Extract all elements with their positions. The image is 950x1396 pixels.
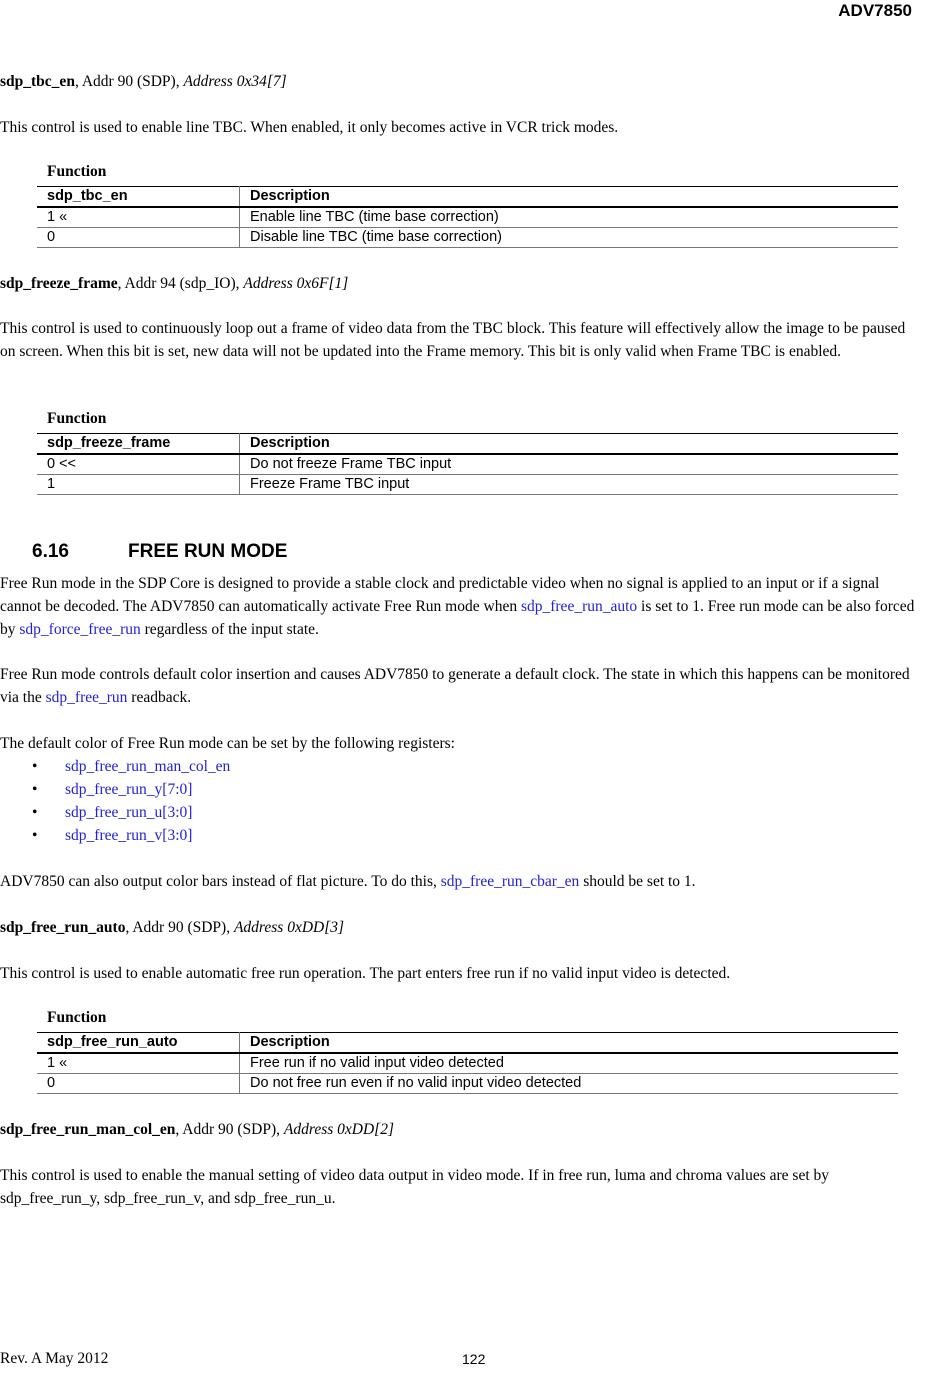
register-heading-freeze: [0, 272, 918, 295]
table-cell: Do not free run even if no valid input video detected: [240, 1074, 899, 1094]
bullet-icon: •: [32, 827, 38, 844]
register-description: This control is used to enable line TBC. When enabled, it only becomes active in VCR trick modes.: [0, 119, 619, 136]
bullet-icon: •: [32, 758, 38, 775]
table-caption: Function: [47, 1009, 107, 1026]
paragraph-free-run-controls: [0, 663, 918, 709]
register-heading-man-col-en: [0, 1118, 918, 1141]
table-row: [37, 475, 898, 495]
function-table-free-run-auto: [37, 1032, 898, 1094]
text: is set to 1. Free run mode can be also forced by: [0, 598, 915, 638]
table-row: [37, 454, 898, 475]
link-sdp-free-run-man-col-en[interactable]: sdp_free_run_man_col_en: [65, 758, 231, 775]
bullet-icon: •: [32, 781, 38, 798]
link-sdp-free-run-auto[interactable]: sdp_free_run_auto: [520, 598, 638, 615]
register-name: sdp_free_run_man_col_en: [0, 1121, 176, 1138]
link-sdp-free-run-u[interactable]: sdp_free_run_u[3:0]: [65, 804, 193, 821]
table-row: [37, 1053, 898, 1074]
section-number: 6.16: [32, 541, 69, 562]
link-sdp-free-run-v[interactable]: sdp_free_run_v[3:0]: [65, 827, 193, 844]
register-description: This control is used to enable automatic free run operation. The part enters free run if no valid input video is detected.: [0, 965, 731, 982]
column-header: Description: [240, 434, 899, 455]
register-address: Address 0xDD[2]: [283, 1121, 394, 1138]
table-header-row: [37, 187, 898, 208]
table-cell: 0: [37, 228, 240, 248]
register-heading-free-run-auto: [0, 916, 918, 939]
table-cell: 0: [37, 1074, 240, 1094]
register-address: Address 0x6F[1]: [243, 275, 349, 292]
table-cell: 1 «: [37, 1053, 240, 1074]
footer-revision: Rev. A May 2012: [0, 1350, 109, 1367]
register-description: This control is used to enable the manual setting of video data output in video mode. If in free run, luma and chroma values are set by sdp_free_run_y, sdp_free_run_v, and sdp_free_run_u.: [0, 1167, 830, 1207]
table-caption: Function: [47, 410, 107, 427]
list-item: [0, 755, 230, 778]
table-header-row: [37, 1033, 898, 1054]
list-item: [0, 824, 230, 847]
list-item: [0, 778, 230, 801]
link-sdp-free-run[interactable]: sdp_free_run: [45, 689, 128, 706]
column-header: sdp_free_run_auto: [37, 1033, 240, 1054]
table-row: [37, 207, 898, 228]
register-address: Address 0x34[7]: [183, 73, 287, 90]
table-cell: Freeze Frame TBC input: [240, 475, 899, 495]
text: ADV7850 can also output color bars instead of flat picture. To do this,: [0, 873, 441, 890]
register-addr: , Addr 90 (SDP),: [175, 1121, 284, 1138]
link-sdp-free-run-y[interactable]: sdp_free_run_y[7:0]: [65, 781, 193, 798]
text: regardless of the input state.: [140, 621, 319, 638]
column-header: sdp_freeze_frame: [37, 434, 240, 455]
paragraph-free-run-intro: [0, 572, 918, 641]
text: readback.: [127, 689, 192, 706]
link-sdp-free-run-cbar-en[interactable]: sdp_free_run_cbar_en: [440, 873, 580, 890]
table-header-row: [37, 434, 898, 455]
function-table-freeze: [37, 433, 898, 495]
table-caption: Function: [47, 163, 107, 180]
text: Free Run mode in the SDP Core is designed to provide a stable clock and predictable video when no signal is applied to an input or if a signal cannot be decoded. The ADV7850 can automatically activate Free Run mode when: [0, 575, 880, 615]
column-header: Description: [240, 1033, 899, 1054]
document-title: ADV7850: [838, 1, 912, 20]
table-cell: Enable line TBC (time base correction): [240, 207, 899, 228]
table-cell: Free run if no valid input video detected: [240, 1053, 899, 1074]
register-name: sdp_tbc_en: [0, 73, 75, 90]
text: should be set to 1.: [579, 873, 696, 890]
bullet-icon: •: [32, 804, 38, 821]
table-cell: Disable line TBC (time base correction): [240, 228, 899, 248]
table-row: [37, 1074, 898, 1094]
table-cell: 0 <<: [37, 454, 240, 475]
register-addr: , Addr 90 (SDP),: [125, 919, 234, 936]
function-table-tbc: [37, 186, 898, 248]
page-number: 122: [462, 1351, 486, 1367]
paragraph-default-color: The default color of Free Run mode can be set by the following registers:: [0, 735, 455, 752]
register-address: Address 0xDD[3]: [233, 919, 345, 936]
register-description: This control is used to continuously loop out a frame of video data from the TBC block. This feature will effectively allow the image to be paused on screen. When this bit is set, new data will not be updated into the Frame memory. This bit is only valid when Frame TBC is enabled.: [0, 320, 906, 360]
list-item: [0, 801, 230, 824]
column-header: sdp_tbc_en: [37, 187, 240, 208]
text: Free Run mode controls default color insertion and causes ADV7850 to generate a default clock. The state in which this happens can be monitored via the: [0, 666, 910, 706]
table-cell: 1 «: [37, 207, 240, 228]
table-row: [37, 228, 898, 248]
table-cell: 1: [37, 475, 240, 495]
register-bullet-list: [0, 755, 230, 847]
register-addr: , Addr 94 (sdp_IO),: [117, 275, 244, 292]
register-name: sdp_free_run_auto: [0, 919, 126, 936]
register-name: sdp_freeze_frame: [0, 275, 118, 292]
table-cell: Do not freeze Frame TBC input: [240, 454, 899, 475]
section-title: FREE RUN MODE: [128, 541, 288, 562]
register-addr: , Addr 90 (SDP),: [74, 73, 184, 90]
register-heading-tbc: [0, 70, 918, 93]
link-sdp-force-free-run[interactable]: sdp_force_free_run: [19, 621, 141, 638]
column-header: Description: [240, 187, 899, 208]
section-heading: [32, 541, 287, 563]
paragraph-color-bars: [0, 870, 918, 893]
